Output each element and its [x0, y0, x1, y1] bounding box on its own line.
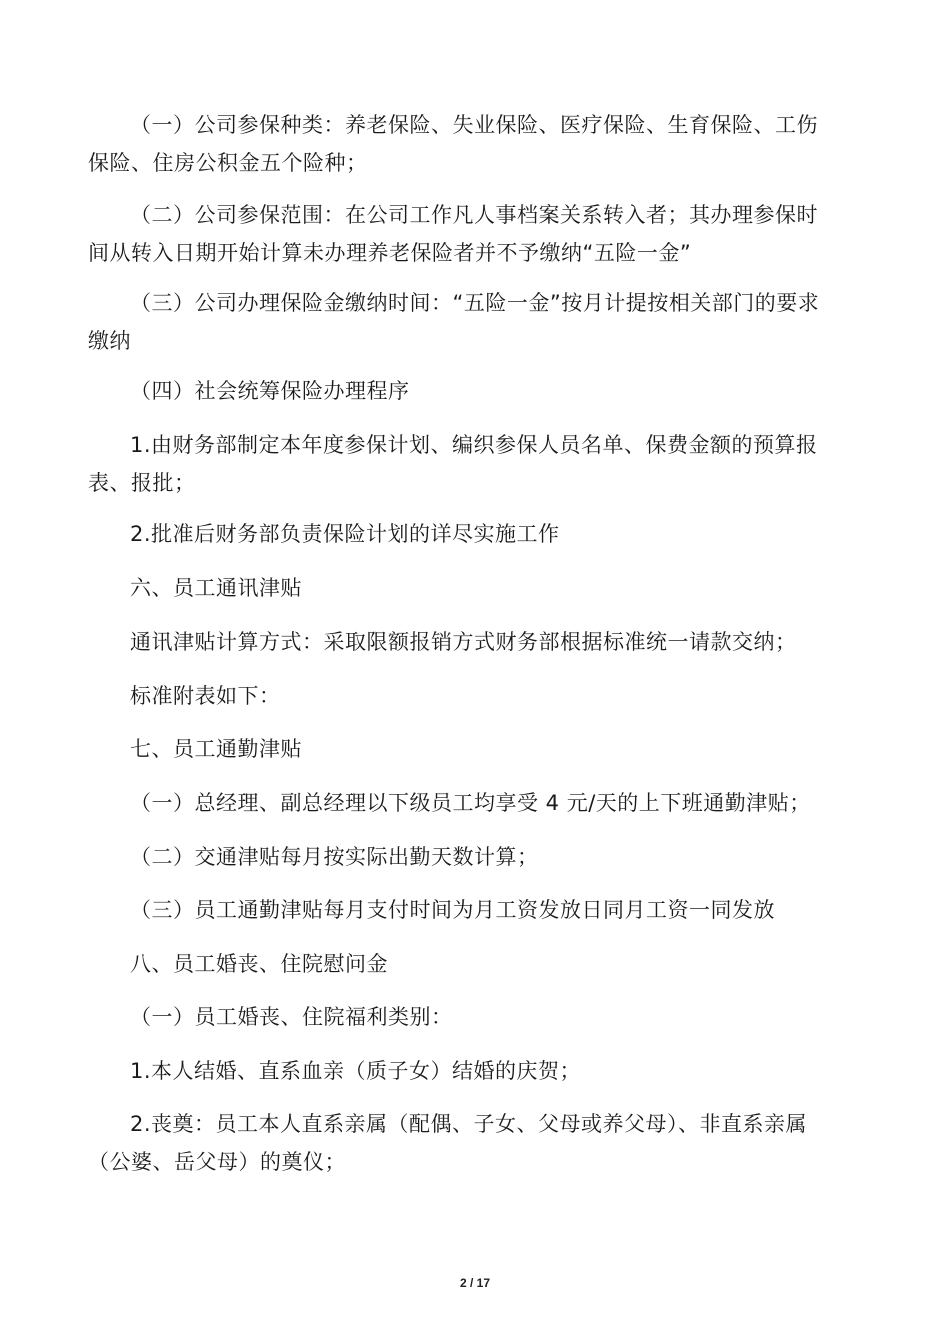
text-line: 2.丧奠：员工本人直系亲属（配偶、子女、父母或养父母）、非直系亲属: [130, 1112, 808, 1136]
text-line: 通讯津贴计算方式：采取限额报销方式财务部根据标准统一请款交纳；: [130, 630, 797, 654]
text-line: 缴纳: [88, 329, 131, 353]
paragraph: [88, 677, 848, 715]
page-number: 2 / 17: [459, 1276, 491, 1290]
paragraph: [88, 838, 848, 876]
paragraph: [88, 730, 848, 768]
section-heading: 八、员工婚丧、住院慰问金: [130, 952, 388, 976]
section-heading: 六、员工通讯津贴: [130, 576, 302, 600]
paragraph: [88, 998, 848, 1036]
text-line: 2.批准后财务部负责保险计划的详尽实施工作: [130, 522, 560, 546]
paragraph: [88, 196, 848, 272]
paragraph: [88, 515, 848, 553]
text-line: 1.由财务部制定本年度参保计划、编织参保人员名单、保费金额的预算报: [130, 433, 818, 457]
paragraph: [88, 426, 848, 502]
text-line: 1.本人结婚、直系血亲（质子女）结婚的庆贺；: [130, 1059, 582, 1083]
paragraph: [88, 1105, 848, 1181]
paragraph: [88, 284, 848, 360]
paragraph: [88, 106, 848, 182]
text-line: 间从转入日期开始计算未办理养老保险者并不予缴纳“五险一金”: [88, 241, 692, 265]
paragraph: [88, 1052, 848, 1090]
text-line: （一）公司参保种类：养老保险、失业保险、医疗保险、生育保险、工伤: [130, 113, 818, 137]
paragraph: [88, 891, 848, 929]
paragraph: [88, 623, 848, 661]
paragraph: [88, 372, 848, 410]
text-line: （四）社会统筹保险办理程序: [130, 379, 410, 403]
paragraph: [88, 784, 848, 822]
text-line: （二）公司参保范围：在公司工作凡人事档案关系转入者；其办理参保时: [130, 203, 818, 227]
text-line: （三）公司办理保险金缴纳时间：“五险一金”按月计提按相关部门的要求: [130, 291, 820, 315]
text-line: （三）员工通勤津贴每月支付时间为月工资发放日同月工资一同发放: [130, 898, 775, 922]
text-line: （公婆、岳父母）的奠仪；: [88, 1150, 346, 1174]
paragraph: [88, 569, 848, 607]
text-line: 表、报批；: [88, 471, 196, 495]
text-line: 标准附表如下：: [130, 684, 281, 708]
section-heading: 七、员工通勤津贴: [130, 737, 302, 761]
text-line: （一）员工婚丧、住院福利类别：: [130, 1005, 453, 1029]
text-line: （一）总经理、副总经理以下级员工均享受 4 元/天的上下班通勤津贴；: [130, 791, 811, 815]
text-line: 保险、住房公积金五个险种；: [88, 151, 368, 175]
text-line: （二）交通津贴每月按实际出勤天数计算；: [130, 845, 539, 869]
paragraph: [88, 945, 848, 983]
